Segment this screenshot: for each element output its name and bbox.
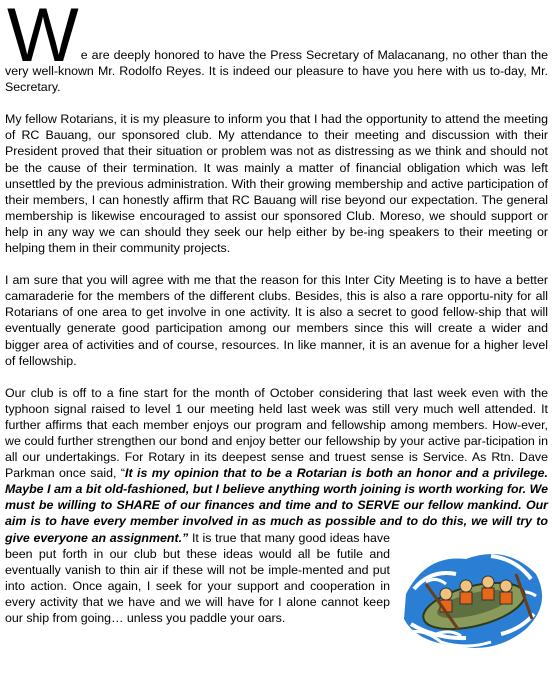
paragraph-3: I am sure that you will agree with me that the reason for this Inter City Meeting is to have a better camaraderie for the members of the different clubs. Besides, this is also a rare opportu-nity for all Rotarians of one area to get involve in one activity. It is also a secret to good fellow-ship that will eventually generate good participation among our members since this will create a wider and bigger area of activities and of course, resources. In like manner, it is an avenue for a higher level of fellowship. bbox=[5, 273, 548, 368]
paragraph-4 bbox=[5, 385, 548, 626]
paragraph-1 bbox=[5, 0, 548, 95]
drop-cap: W bbox=[7, 0, 77, 78]
rafting-clipart bbox=[396, 534, 552, 656]
paragraph-1-text: e are deeply honored to have the Press Secretary of Malacanang, no other than the very well-known Mr. Rodolfo Reyes. It is indeed our pleasure to have you here with us to-day, Mr. Secretary. bbox=[5, 48, 548, 95]
letter-body bbox=[5, 0, 548, 656]
paragraph-4-intro: Our club is off to a fine start for the month of October considering that last week even with the typhoon signal raised to level 1 our meeting held last week was still very much well attended. It further affirms that each member enjoys our program and fellowship among members. How-ever, we could further strengthen our bond and enjoy better our fellowship by your active par-ticipation in all our undertakings. For Rotary in its deepest sense and truest sense is Service. As Rtn. Dave Parkman once said, “ bbox=[5, 385, 548, 481]
parkman-quote: It is my opinion that to be a Rotarian is both an honor and a privilege. Maybe I am a bit old-fashioned, but I believe anything worth joining is worth working for. We must be willing to SHARE of our finances and time and to SERVE our fellow mankind. Our aim is to have every member involved in as much as possible and to do this, we will try to give everyone an assignment.” bbox=[5, 466, 548, 545]
paragraph-2: My fellow Rotarians, it is my pleasure to inform you that I had the opportunity to attend the meeting of RC Bauang, our sponsored club. My attendance to their meeting and discussion with their President proved that their situation or problem was not as distressing as we think and should not be the cause of their termination. It was mainly a matter of financial obligation which was left unsettled by the previous administration. With their growing membership and active participation of their members, I can honestly affirm that RC Bauang will rise beyond our expectation. The general membership is likewise encouraged to assist our sponsored Club. Moreso, we should support or help in any way we can should they seek our help either by be-ing speakers to their meeting or helping them in their community projects. bbox=[5, 112, 548, 256]
paragraph-4-closing: It is true that many good ideas have been put forth in our club but these ideas would all be futile and eventually vanish to thin air if these will not be imple-mented and put into action. Once again, I seek for your support and cooperation in every activity that we have and we will have for I alone cannot keep our ship from going… unless you paddle your oars. bbox=[5, 530, 390, 625]
